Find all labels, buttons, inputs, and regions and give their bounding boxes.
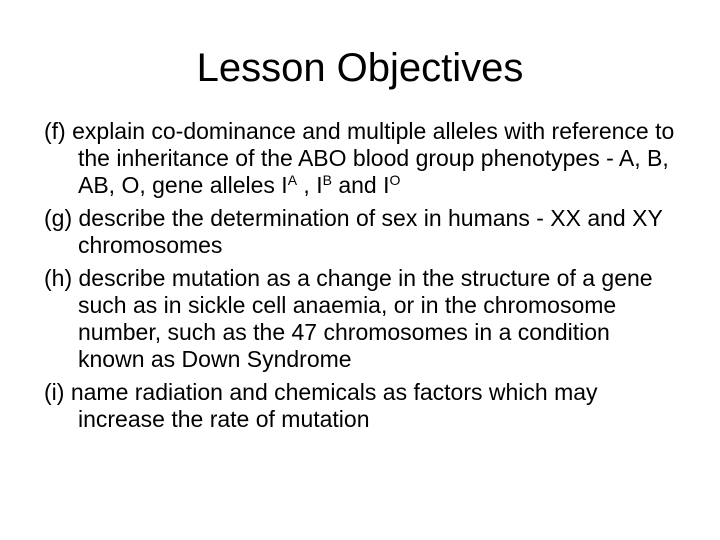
objective-text: and I <box>331 172 390 198</box>
objective-text: explain co-dominance and multiple alleles with reference to the inheritance of the ABO blood group phenotypes - A, B, AB, O, gene alleles I <box>72 118 675 198</box>
objectives-list <box>44 118 676 439</box>
objective-f <box>44 118 676 199</box>
objective-marker: (i) <box>44 379 65 405</box>
allele-superscript-b: B <box>322 172 332 188</box>
objective-text: describe mutation as a change in the structure of a gene such as in sickle cell anaemia, or in the chromosome number, such as the 47 chromosomes in a condition known as Down Syndrome <box>78 265 653 372</box>
objective-h <box>44 265 676 373</box>
objective-marker: (h) <box>44 265 73 291</box>
objective-text: name radiation and chemicals as factors which may increase the rate of mutation <box>70 379 598 432</box>
objective-marker: (g) <box>44 205 73 231</box>
objective-i <box>44 379 676 433</box>
allele-superscript-o: O <box>389 172 401 188</box>
allele-superscript-a: A <box>287 172 298 188</box>
objective-text: , I <box>297 172 323 198</box>
objective-marker: (f) <box>44 118 66 144</box>
objective-g <box>44 205 676 259</box>
slide-title: Lesson Objectives <box>196 46 524 90</box>
objective-text: describe the determination of sex in humans - XX and XY chromosomes <box>78 205 663 258</box>
